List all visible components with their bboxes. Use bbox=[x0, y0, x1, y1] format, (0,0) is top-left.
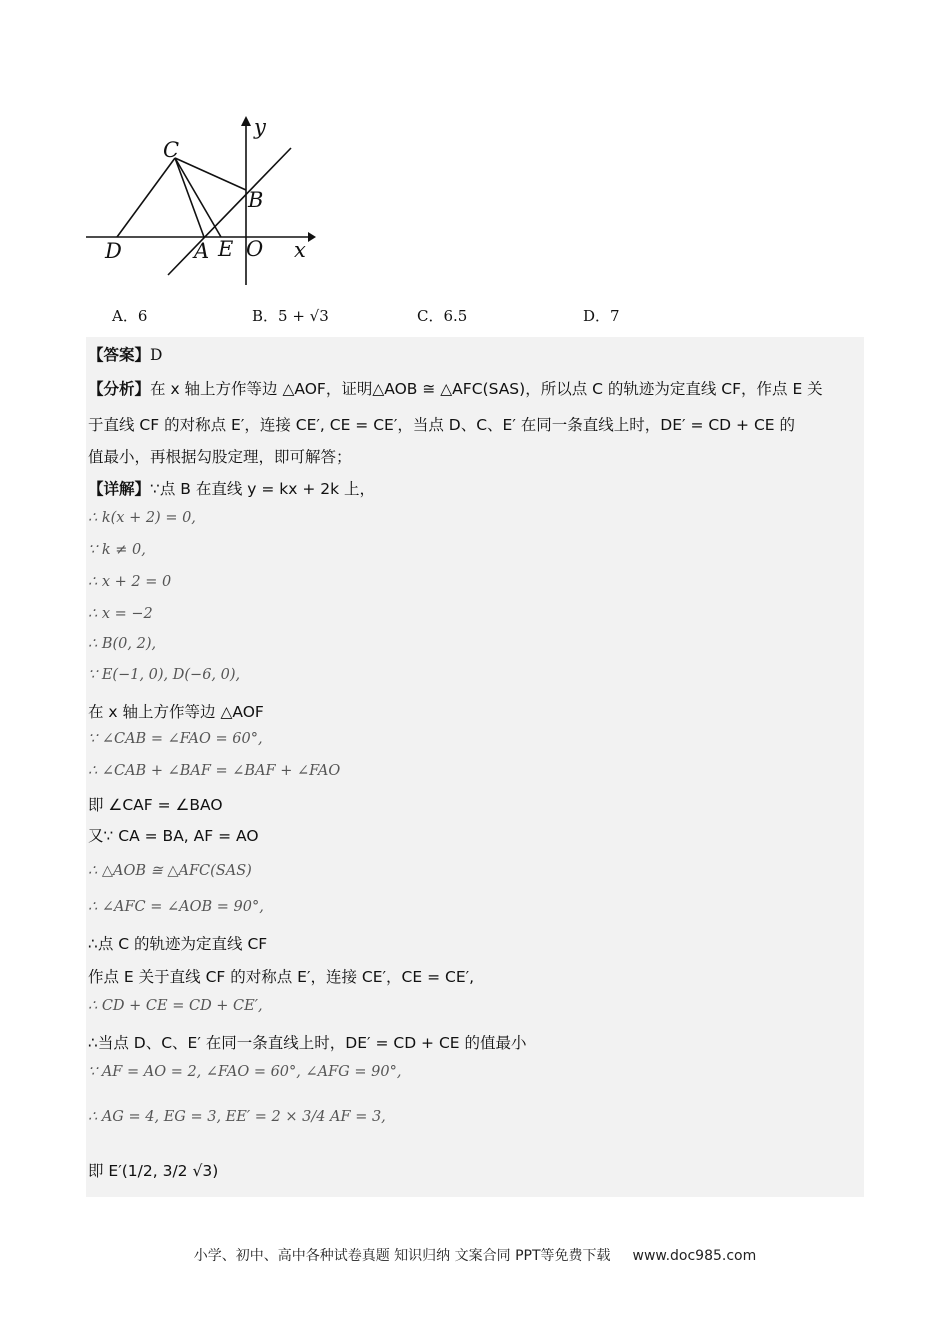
detail-line-1 bbox=[88, 477, 375, 499]
segment-dc bbox=[117, 158, 175, 237]
step-line: ∵ k ≠ 0, bbox=[88, 542, 146, 558]
coordinate-diagram bbox=[80, 110, 320, 290]
label-d: D bbox=[105, 239, 122, 263]
analysis-text-1: 在 x 轴上方作等边 △AOF，证明△AOB ≅ △AFC(SAS)，所以点 C 的轨迹为定直线 CF，作点 E 关 bbox=[150, 380, 823, 398]
step-line: ∵ ∠CAB = ∠FAO = 60°, bbox=[88, 731, 263, 747]
step-line: ∴点 C 的轨迹为定直线 CF bbox=[88, 935, 268, 953]
step-line: ∴ ∠AFC = ∠AOB = 90°, bbox=[88, 899, 264, 915]
label-o: O bbox=[246, 237, 264, 261]
step-line: ∴ ∠CAB + ∠BAF = ∠BAF + ∠FAO bbox=[88, 763, 341, 779]
geometry-figure bbox=[80, 110, 320, 290]
footer-url[interactable]: www.doc985.com bbox=[632, 1248, 757, 1264]
step-line: 又∵ CA = BA, AF = AO bbox=[88, 827, 259, 845]
step-line: ∴ △AOB ≅ △AFC(SAS) bbox=[88, 863, 252, 879]
segment-ce bbox=[175, 158, 221, 237]
label-e: E bbox=[218, 237, 234, 261]
choice-a: A．6 bbox=[112, 307, 148, 325]
x-axis-arrow-icon bbox=[308, 232, 316, 242]
y-axis-arrow-icon bbox=[241, 116, 251, 126]
step-line: ∴ AG = 4, EG = 3, EE′ = 2 × 3/4 AF = 3, bbox=[88, 1109, 386, 1125]
analysis-line-1 bbox=[88, 377, 823, 399]
step-line: 在 x 轴上方作等边 △AOF bbox=[88, 703, 264, 721]
label-y: y bbox=[254, 115, 266, 139]
answer-choices bbox=[0, 305, 950, 327]
detail-text-1: ∵点 B 在直线 y = kx + 2k 上， bbox=[150, 480, 376, 498]
detail-tag: 【详解】 bbox=[88, 480, 151, 498]
analysis-line-3: 值最小，再根据勾股定理，即可解答； bbox=[88, 448, 352, 466]
answer-value: D bbox=[150, 346, 163, 364]
step-line: ∴ B(0, 2), bbox=[88, 636, 157, 652]
step-line: ∴ x + 2 = 0 bbox=[88, 574, 172, 590]
choice-d: D．7 bbox=[583, 307, 620, 325]
step-line: ∵ AF = AO = 2, ∠FAO = 60°, ∠AFG = 90°, bbox=[88, 1064, 402, 1080]
answer-tag: 【答案】 bbox=[88, 346, 151, 364]
step-line: ∵ E(−1, 0), D(−6, 0), bbox=[88, 667, 241, 683]
step-line: 作点 E 关于直线 CF 的对称点 E′，连接 CE′，CE = CE′, bbox=[88, 968, 475, 986]
step-line: ∴ CD + CE = CD + CE′, bbox=[88, 998, 263, 1014]
step-line: 即 ∠CAF = ∠BAO bbox=[88, 796, 223, 814]
label-x: x bbox=[294, 238, 306, 262]
label-b: B bbox=[248, 188, 264, 212]
analysis-line-2: 于直线 CF 的对称点 E′，连接 CE′, CE = CE′，当点 D、C、E′ 在同一条直线上时，DE′ = CD + CE 的 bbox=[88, 416, 796, 434]
label-a: A bbox=[194, 239, 210, 263]
analysis-tag: 【分析】 bbox=[88, 380, 151, 398]
step-line: 即 E′(1/2, 3/2 √3) bbox=[88, 1162, 219, 1180]
choice-c: C．6.5 bbox=[417, 307, 468, 325]
answer-line bbox=[88, 343, 162, 365]
label-c: C bbox=[163, 138, 180, 162]
footer-text: 小学、初中、高中各种试卷真题 知识归纳 文案合同 PPT等免费下载 bbox=[193, 1248, 611, 1264]
choice-b: B．5 + √3 bbox=[252, 307, 329, 325]
solution-panel bbox=[86, 337, 864, 1197]
step-line: ∴当点 D、C、E′ 在同一条直线上时，DE′ = CD + CE 的值最小 bbox=[88, 1034, 527, 1052]
step-line: ∴ x = −2 bbox=[88, 606, 153, 622]
page-footer bbox=[0, 1245, 950, 1265]
step-line: ∴ k(x + 2) = 0, bbox=[88, 510, 196, 526]
